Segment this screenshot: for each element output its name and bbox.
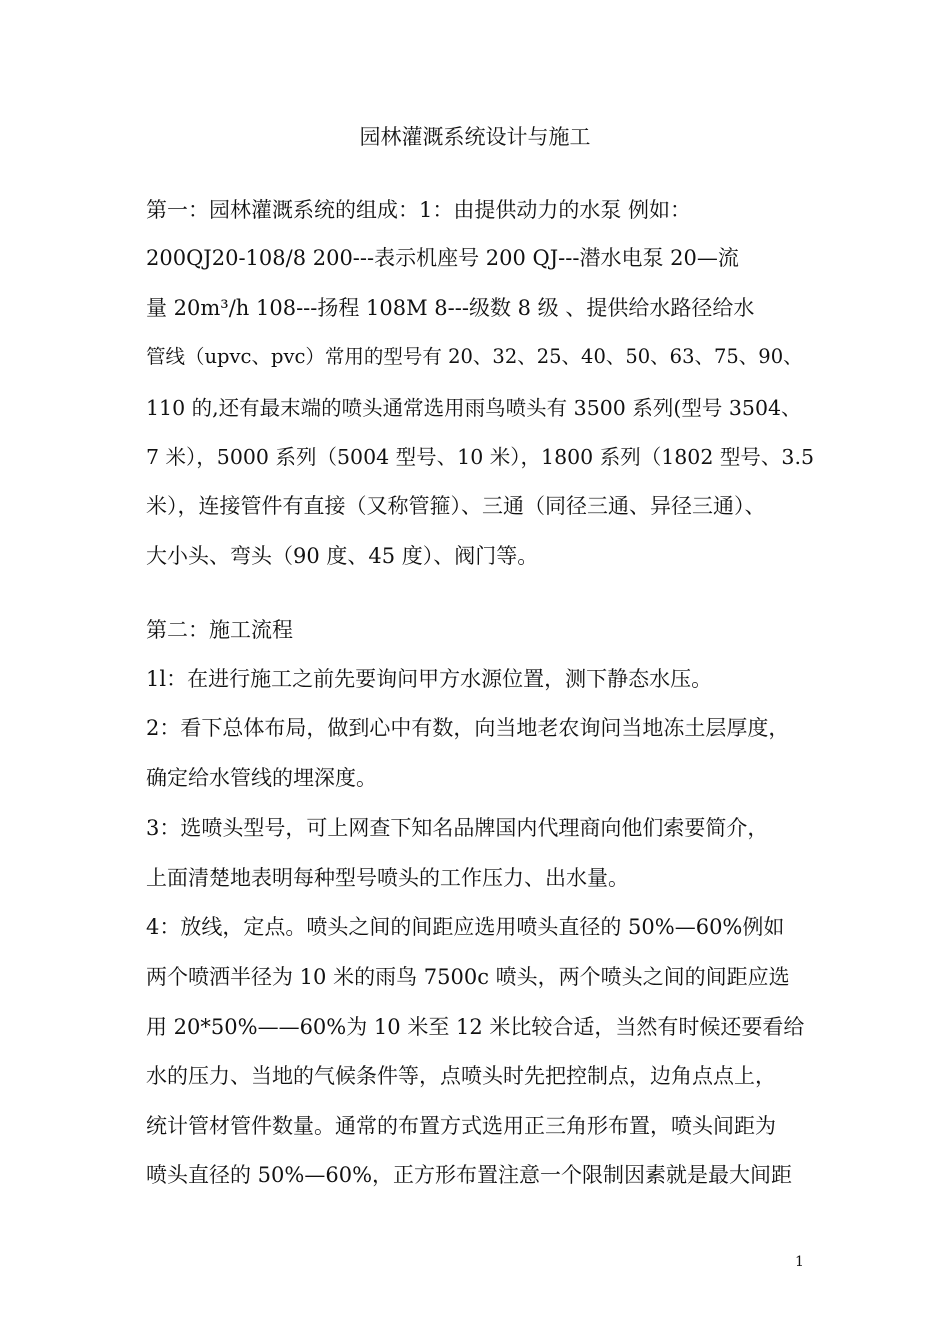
paragraph-line: 统计管材管件数量。通常的布置方式选用正三角形布置，喷头间距为 [146, 1114, 776, 1138]
paragraph-line: 200QJ20-108/8 200---表示机座号 200 QJ---潜水电泵 20—流 [146, 246, 739, 270]
paragraph-line: 量 20m³/h 108---扬程 108M 8---级数 8 级 、提供给水路径给水 [146, 296, 755, 320]
paragraph-line: 喷头直径的 50%—60%，正方形布置注意一个限制因素就是最大间距 [146, 1163, 793, 1187]
paragraph-line: 7 米），5000 系列（5004 型号、10 米），1800 系列（1802 型号、3.5 [146, 445, 815, 469]
paragraph-line: 110 的,还有最末端的喷头通常选用雨鸟喷头有 3500 系列(型号 3504、 [146, 396, 802, 420]
paragraph-line: 管线（upvc、pvc）常用的型号有 20、32、25、40、50、63、75、90、 [146, 345, 803, 368]
paragraph-line: 两个喷洒半径为 10 米的雨鸟 7500c 喷头，两个喷头之间的间距应选 [146, 965, 790, 989]
paragraph-line: 4：放线，定点。喷头之间的间距应选用喷头直径的 50%—60%例如 [146, 915, 785, 939]
paragraph-line: 第一：园林灌溉系统的组成：1：由提供动力的水泵 例如： [146, 198, 692, 222]
document-title: 园林灌溉系统设计与施工 [359, 125, 591, 149]
section-heading: 第二：施工流程 [146, 618, 293, 642]
paragraph-line: 水的压力、当地的气候条件等，点喷头时先把控制点，边角点点上， [146, 1064, 776, 1088]
paragraph-line: 确定给水管线的埋深度。 [146, 766, 377, 790]
paragraph-line: 上面清楚地表明每种型号喷头的工作压力、出水量。 [146, 866, 629, 890]
paragraph-line: 3：选喷头型号，可上网查下知名品牌国内代理商向他们索要简介， [146, 816, 769, 840]
paragraph-line: 1l：在进行施工之前先要询问甲方水源位置，测下静态水压。 [146, 667, 713, 691]
paragraph-line: 2：看下总体布局，做到心中有数，向当地老农询问当地冻土层厚度， [146, 716, 790, 740]
page-number: 1 [795, 1254, 804, 1270]
paragraph-line: 米），连接管件有直接（又称管箍）、三通（同径三通、异径三通）、 [146, 494, 766, 518]
paragraph-line: 用 20*50%——60%为 10 米至 12 米比较合适，当然有时候还要看给 [146, 1015, 805, 1039]
paragraph-line: 大小头、弯头（90 度、45 度）、阀门等。 [146, 544, 539, 568]
